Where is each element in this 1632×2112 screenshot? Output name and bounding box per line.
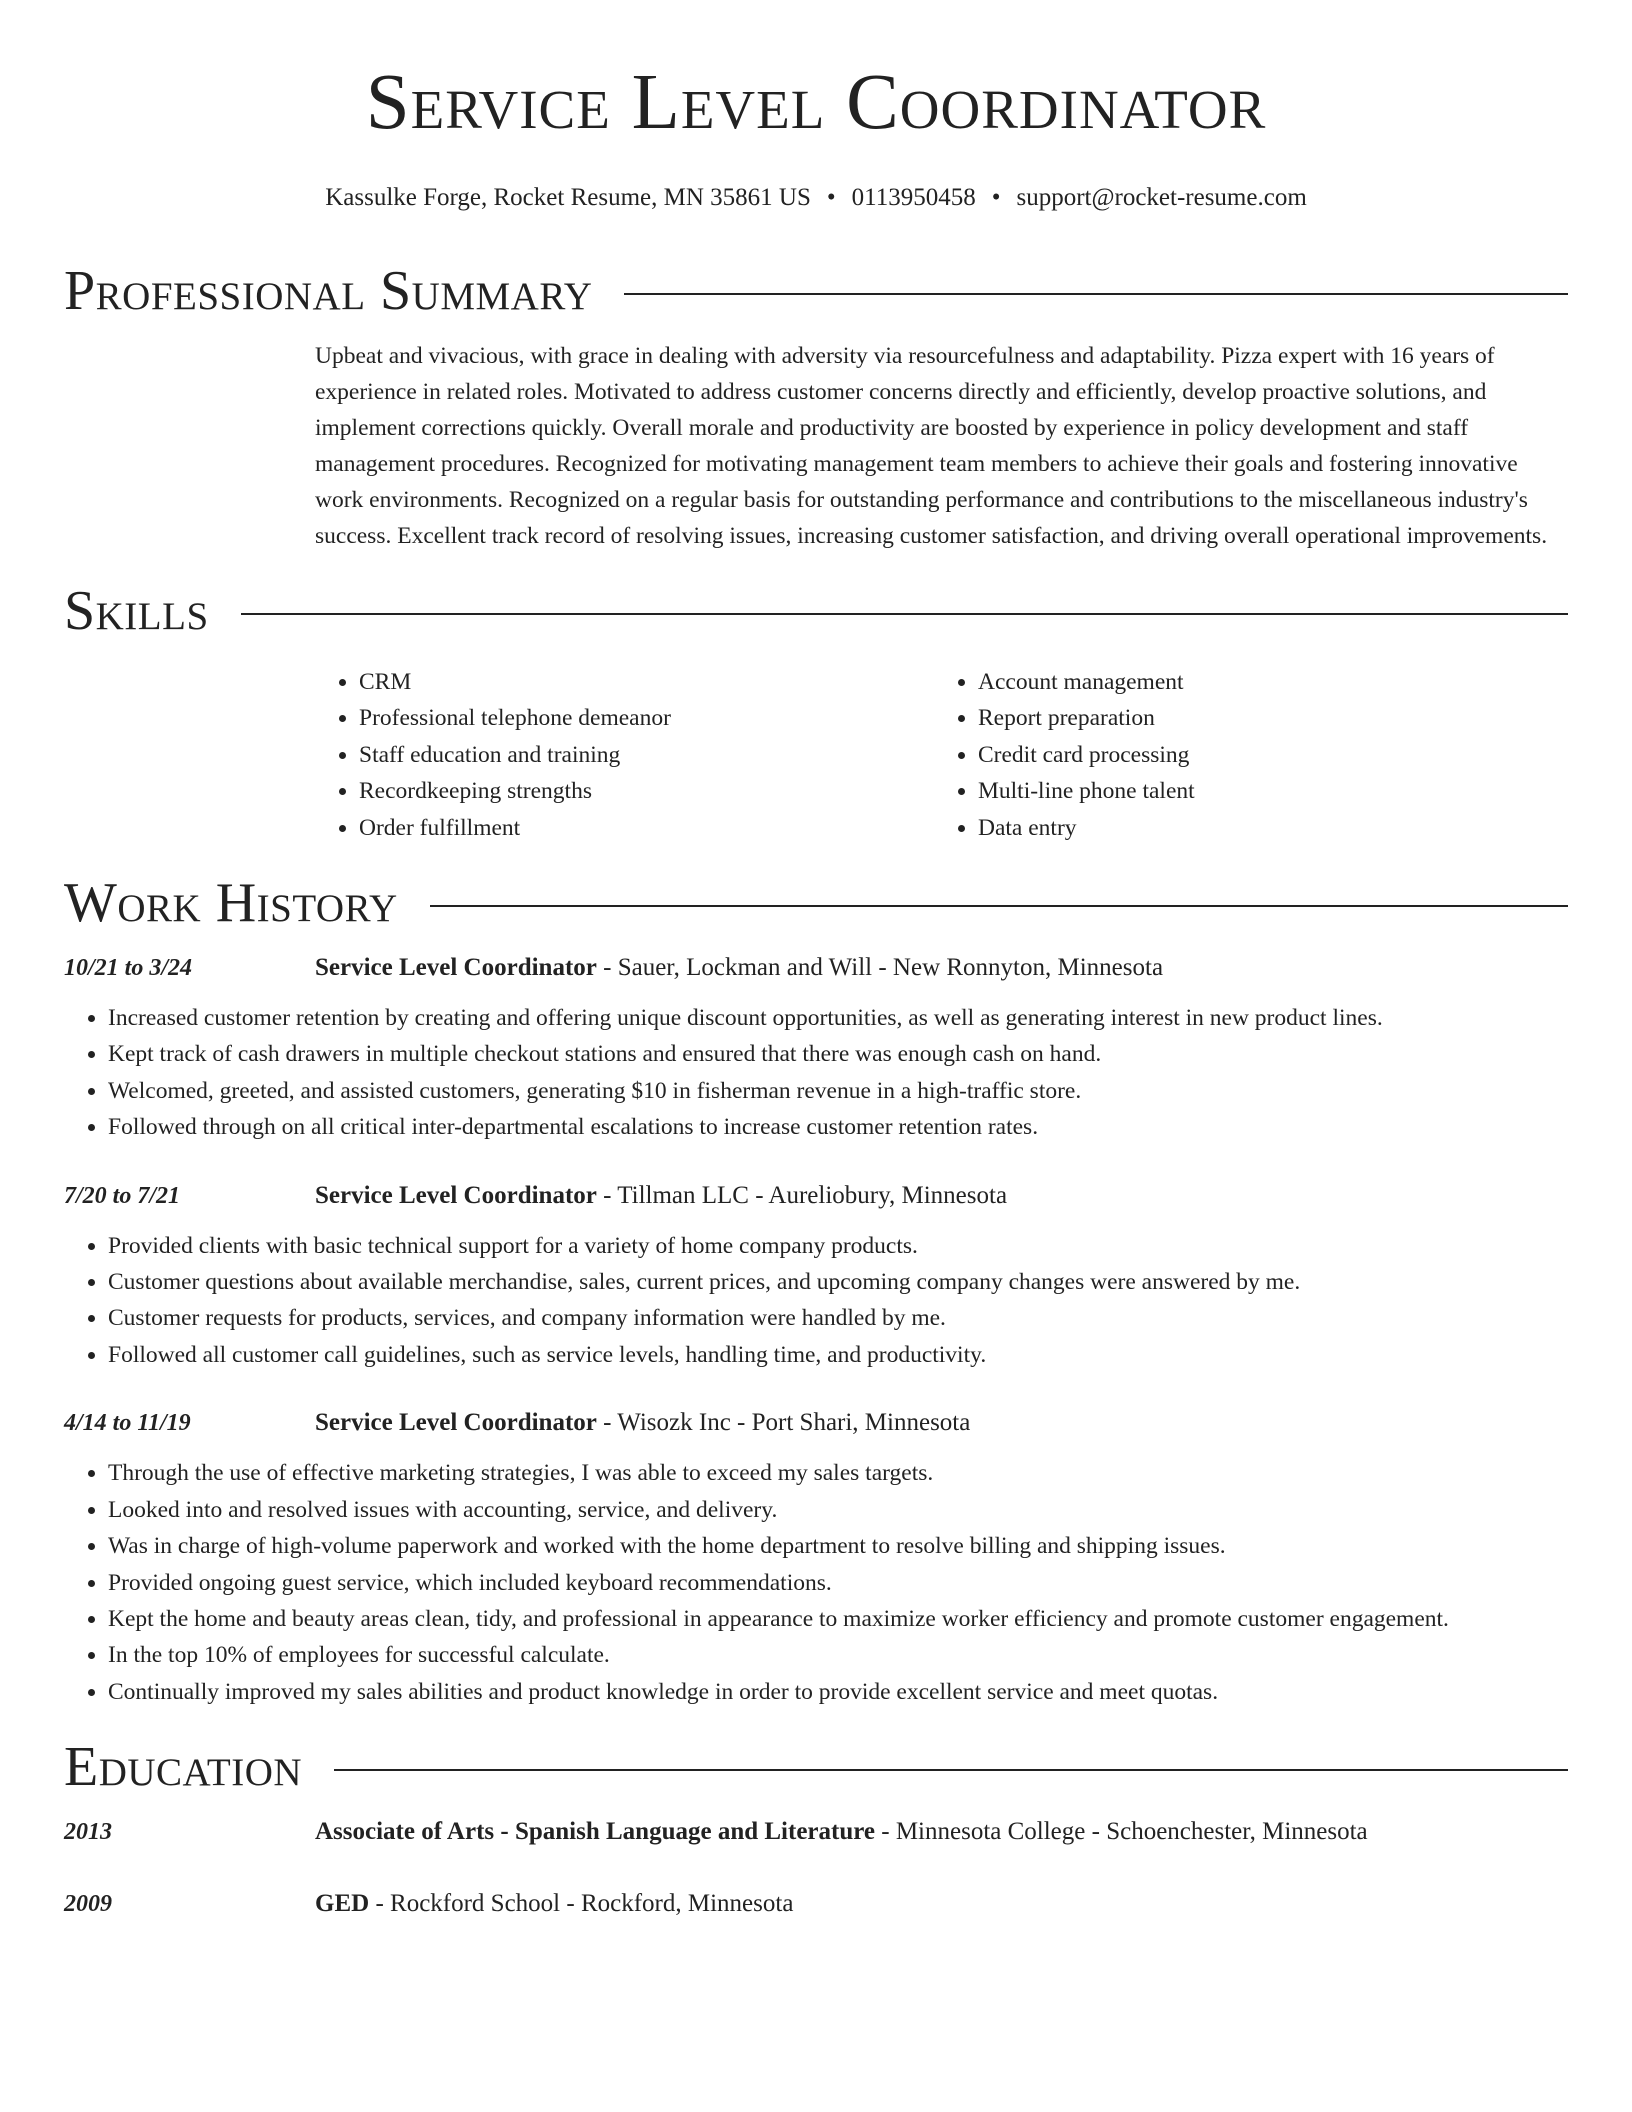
skills-section-header [64, 576, 1568, 646]
education-line [315, 1814, 1368, 1850]
summary-heading: Professional Summary [64, 260, 593, 322]
education-heading: Education [64, 1736, 303, 1799]
job-title: Service Level Coordinator [315, 1181, 597, 1209]
skills-list [315, 664, 1568, 846]
skill-item: • Multi-line phone talent [978, 773, 1553, 809]
job-dates: 4/14 to 11/19 [64, 1410, 191, 1437]
job-bullet: • Followed through on all critical inter-departmental escalations to increase customer retention rates. [108, 1109, 1568, 1145]
skill-item: • Data entry [978, 810, 1553, 846]
job-bullet: • Looked into and resolved issues with accounting, service, and delivery. [108, 1492, 1568, 1528]
section-divider [430, 905, 1568, 907]
section-divider [624, 293, 1568, 295]
education-entry [64, 1886, 1568, 1922]
contact-line [64, 182, 1568, 214]
job-bullet: • Customer requests for products, services, and company information were handled by me. [108, 1300, 1568, 1336]
job-title: Service Level Coordinator [315, 954, 597, 982]
job-bullet: • Customer questions about available merchandise, sales, current prices, and upcoming company changes were answered by me. [108, 1264, 1568, 1300]
job-bullet: • Welcomed, greeted, and assisted customers, generating $10 in fisherman revenue in a high-traffic store. [108, 1073, 1568, 1109]
skill-item: • Account management [978, 664, 1553, 700]
job-bullets [64, 1455, 1568, 1710]
skills-column-left [315, 664, 934, 846]
job-dates: 7/20 to 7/21 [64, 1182, 181, 1209]
education-line [315, 1886, 793, 1922]
email-link[interactable]: support@rocket-resume.com [1016, 184, 1307, 211]
skills-heading: Skills [64, 580, 209, 642]
job-bullet: • Kept track of cash drawers in multiple checkout stations and ensured that there was enough cash on hand. [108, 1036, 1568, 1072]
section-divider [241, 613, 1568, 615]
job-employer: - Tillman LLC - Aureliobury, Minnesota [596, 1181, 1008, 1209]
job-title-line [315, 950, 1163, 986]
resume-page [64, 0, 1568, 1922]
job-employer: - Sauer, Lockman and Will - New Ronnyton, Minnesota [596, 954, 1164, 982]
candidate-name: Service Level Coordinator [365, 59, 1267, 146]
job-title-line [315, 1405, 970, 1441]
skill-item: • CRM [359, 664, 934, 700]
job-bullets [64, 1000, 1568, 1146]
work-heading: Work History [64, 872, 398, 935]
job-entry [64, 1178, 1568, 1374]
job-employer: - Wisozk Inc - Port Shari, Minnesota [596, 1409, 971, 1437]
job-title-line [315, 1178, 1007, 1214]
job-bullet: • Increased customer retention by creating and offering unique discount opportunities, as well as generating interest in new product lines. [108, 1000, 1568, 1036]
job-entry [64, 950, 1568, 1146]
job-title: Service Level Coordinator [315, 1409, 597, 1437]
job-bullet: • Through the use of effective marketing strategies, I was able to exceed my sales targets. [108, 1455, 1568, 1491]
job-bullets [64, 1228, 1568, 1374]
education-degree: GED [315, 1890, 370, 1918]
section-divider [334, 1769, 1568, 1771]
education-year: 2013 [64, 1819, 112, 1846]
education-school: - Rockford School - Rockford, Minnesota [369, 1890, 794, 1918]
separator: • [826, 184, 836, 211]
skill-item: • Staff education and training [359, 737, 934, 773]
job-bullet: • Provided clients with basic technical support for a variety of home company products. [108, 1228, 1568, 1264]
summary-text: Upbeat and vivacious, with grace in dealing with adversity via resourcefulness and adaptability. Pizza expert with 16 years of experience in related roles. Motivated to address customer concerns directly and efficiently, develop proactive solutions, and implement corrections quickly. Overall morale and productivity are boosted by experience in policy development and staff management procedures. Recognized for motivating management team members to achieve their goals and fostering innovative work environments. Recognized on a regular basis for outstanding performance and contributions to the miscellaneous industry's success. Excellent track record of resolving issues, increasing customer satisfaction, and driving overall operational improvements. [315, 343, 1548, 549]
skill-item: • Recordkeeping strengths [359, 773, 934, 809]
job-entry [64, 1405, 1568, 1710]
job-bullet: • Kept the home and beauty areas clean, tidy, and professional in appearance to maximize worker efficiency and promote customer engagement. [108, 1601, 1568, 1637]
summary-section-header [64, 256, 1568, 326]
address: Kassulke Forge, Rocket Resume, MN 35861 US [325, 184, 811, 211]
job-bullet: • Provided ongoing guest service, which included keyboard recommendations. [108, 1565, 1568, 1601]
job-bullet: • Followed all customer call guidelines, such as service levels, handling time, and productivity. [108, 1337, 1568, 1373]
job-bullet: • In the top 10% of employees for successful calculate. [108, 1637, 1568, 1673]
education-degree: Associate of Arts - Spanish Language and Literature [315, 1818, 875, 1846]
separator: • [991, 184, 1001, 211]
skill-item: • Report preparation [978, 700, 1553, 736]
work-section-header [64, 868, 1568, 938]
skills-column-right [934, 664, 1553, 846]
education-section-header [64, 1732, 1568, 1802]
skill-item: • Credit card processing [978, 737, 1553, 773]
phone: 0113950458 [851, 184, 976, 211]
skill-item: • Professional telephone demeanor [359, 700, 934, 736]
skill-item: • Order fulfillment [359, 810, 934, 846]
job-bullet: • Continually improved my sales abilities and product knowledge in order to provide excellent service and meet quotas. [108, 1674, 1568, 1710]
education-year: 2009 [64, 1891, 112, 1918]
job-dates: 10/21 to 3/24 [64, 955, 193, 982]
job-bullet: • Was in charge of high-volume paperwork and worked with the home department to resolve billing and shipping issues. [108, 1528, 1568, 1564]
education-school: - Minnesota College - Schoenchester, Minnesota [875, 1818, 1368, 1846]
education-entry [64, 1814, 1568, 1850]
